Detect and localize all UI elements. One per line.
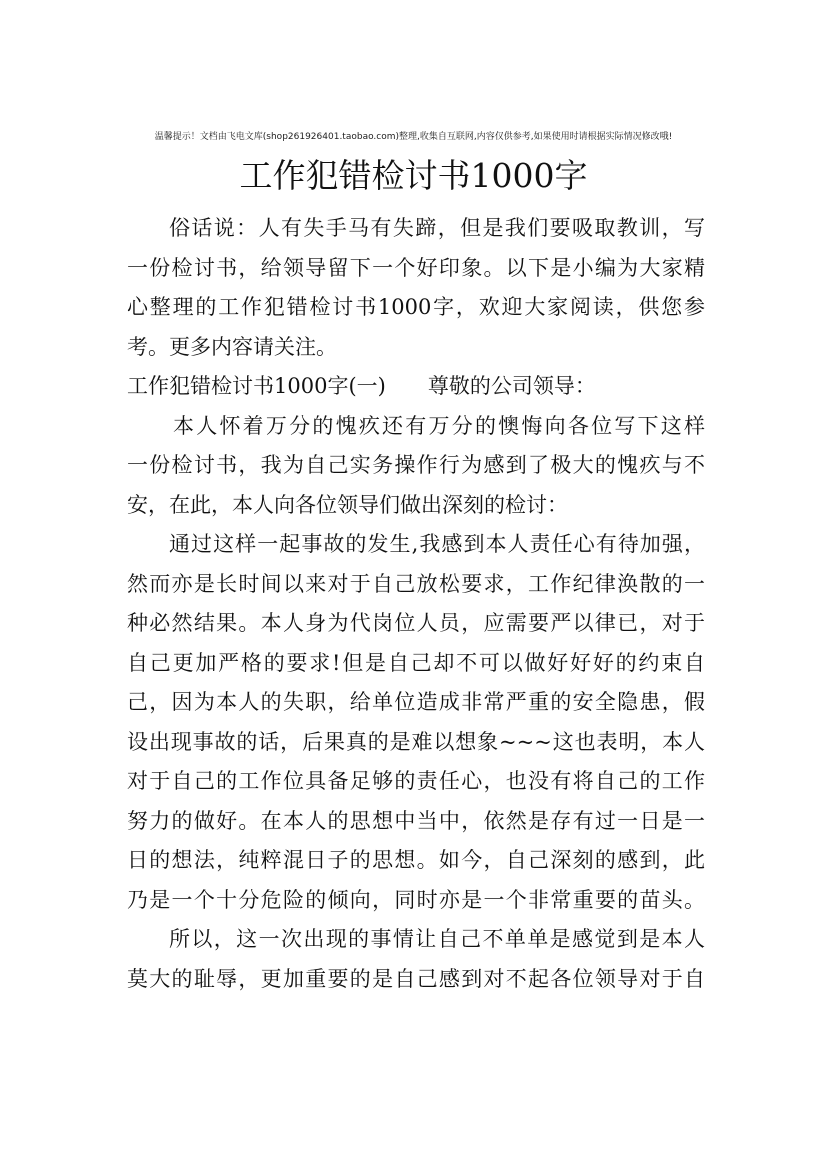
- paragraph-line: 自己更加严格的要求!但是自己却不可以做好好好的约束自: [127, 650, 705, 675]
- paragraph-line: 本人怀着万分的愧疚还有万分的懊悔向各位写下这样: [173, 413, 705, 438]
- paragraph-line: 然而亦是长时间以来对于自己放松要求，工作纪律涣散的一: [127, 571, 705, 596]
- paragraph-line: 努力的做好。在本人的思想中当中，依然是存有过一日是一: [127, 808, 705, 833]
- paragraph-line: 考。更多内容请关注。: [127, 334, 337, 359]
- paragraph-line: 俗话说：人有失手马有失蹄，但是我们要吸取教训，写: [169, 216, 705, 240]
- paragraph-line: 乃是一个十分危险的倾向，同时亦是一个非常重要的苗头。: [127, 887, 705, 912]
- paragraph-line: 己，因为本人的失职，给单位造成非常严重的安全隐患，假: [127, 690, 705, 714]
- paragraph-line: 一份检讨书，给领导留下一个好印象。以下是小编为大家精: [127, 255, 705, 280]
- paragraph-line: 心整理的工作犯错检讨书1000字，欢迎大家阅读，供您参: [127, 295, 705, 319]
- salutation: 尊敬的公司领导：: [427, 374, 596, 398]
- section-heading: 工作犯错检讨书1000字(一): [127, 374, 386, 398]
- paragraph-line: 所以，这一次出现的事情让自己不单单是感觉到是本人: [169, 927, 705, 951]
- paragraph-line: 安，在此，本人向各位领导们做出深刻的检讨：: [127, 492, 568, 517]
- paragraph-line: 莫大的耻辱，更加重要的是自己感到对不起各位领导对于自: [127, 966, 705, 991]
- paragraph-line: 一份检讨书，我为自己实务操作行为感到了极大的愧疚与不: [127, 453, 705, 477]
- document-title: 工作犯错检讨书1000字: [239, 156, 588, 195]
- paragraph-line: 通过这样一起事故的发生,我感到本人责任心有待加强，: [169, 532, 705, 556]
- paragraph-line: 设出现事故的话，后果真的是难以想象~~~这也表明，本人: [127, 729, 705, 754]
- paragraph-line: 日的想法，纯粹混日子的思想。如今，自己深刻的感到，此: [127, 848, 705, 872]
- section-heading-line: [127, 367, 705, 407]
- paragraph-line: 种必然结果。本人身为代岗位人员，应需要严以律已，对于: [127, 611, 705, 635]
- paragraph-line: 对于自己的工作位具备足够的责任心，也没有将自己的工作: [127, 769, 705, 793]
- header-notice: 温馨提示！文档由飞电文库(shop261926401.taobao.com)整理,收集自互联网,内容仅供参考,如果使用时请根据实际情况修改哦!: [154, 132, 673, 142]
- document-body: [127, 209, 705, 999]
